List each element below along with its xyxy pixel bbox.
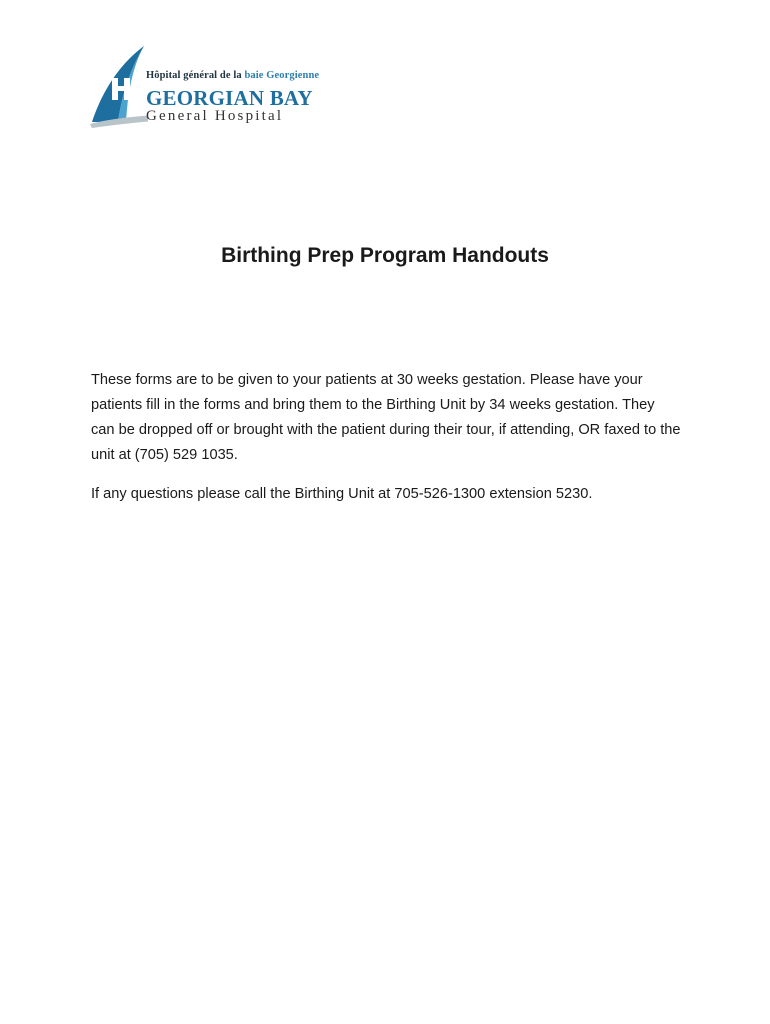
logo-subtitle: General Hospital: [146, 108, 284, 124]
logo-hospital-name: GEORGIAN BAY: [146, 86, 313, 110]
hospital-logo: [88, 44, 318, 130]
page-title: Birthing Prep Program Handouts: [221, 244, 549, 267]
logo-french-accent: baie Georgienne: [244, 70, 320, 81]
sail-logo-icon: [88, 44, 148, 130]
logo-french-prefix: Hôpital général de la: [146, 70, 245, 81]
logo-french-name: [146, 70, 319, 81]
contact-paragraph: If any questions please call the Birthing Unit at 705-526-1300 extension 5230.: [91, 486, 593, 502]
instructions-paragraph: These forms are to be given to your patients at 30 weeks gestation. Please have your patients fill in the forms and bring them to the Birthing Unit by 34 weeks gestation. They can be dropped off or brought with the patient during their tour, if attending, OR faxed to the unit at (705) 529 1035.: [91, 372, 681, 463]
